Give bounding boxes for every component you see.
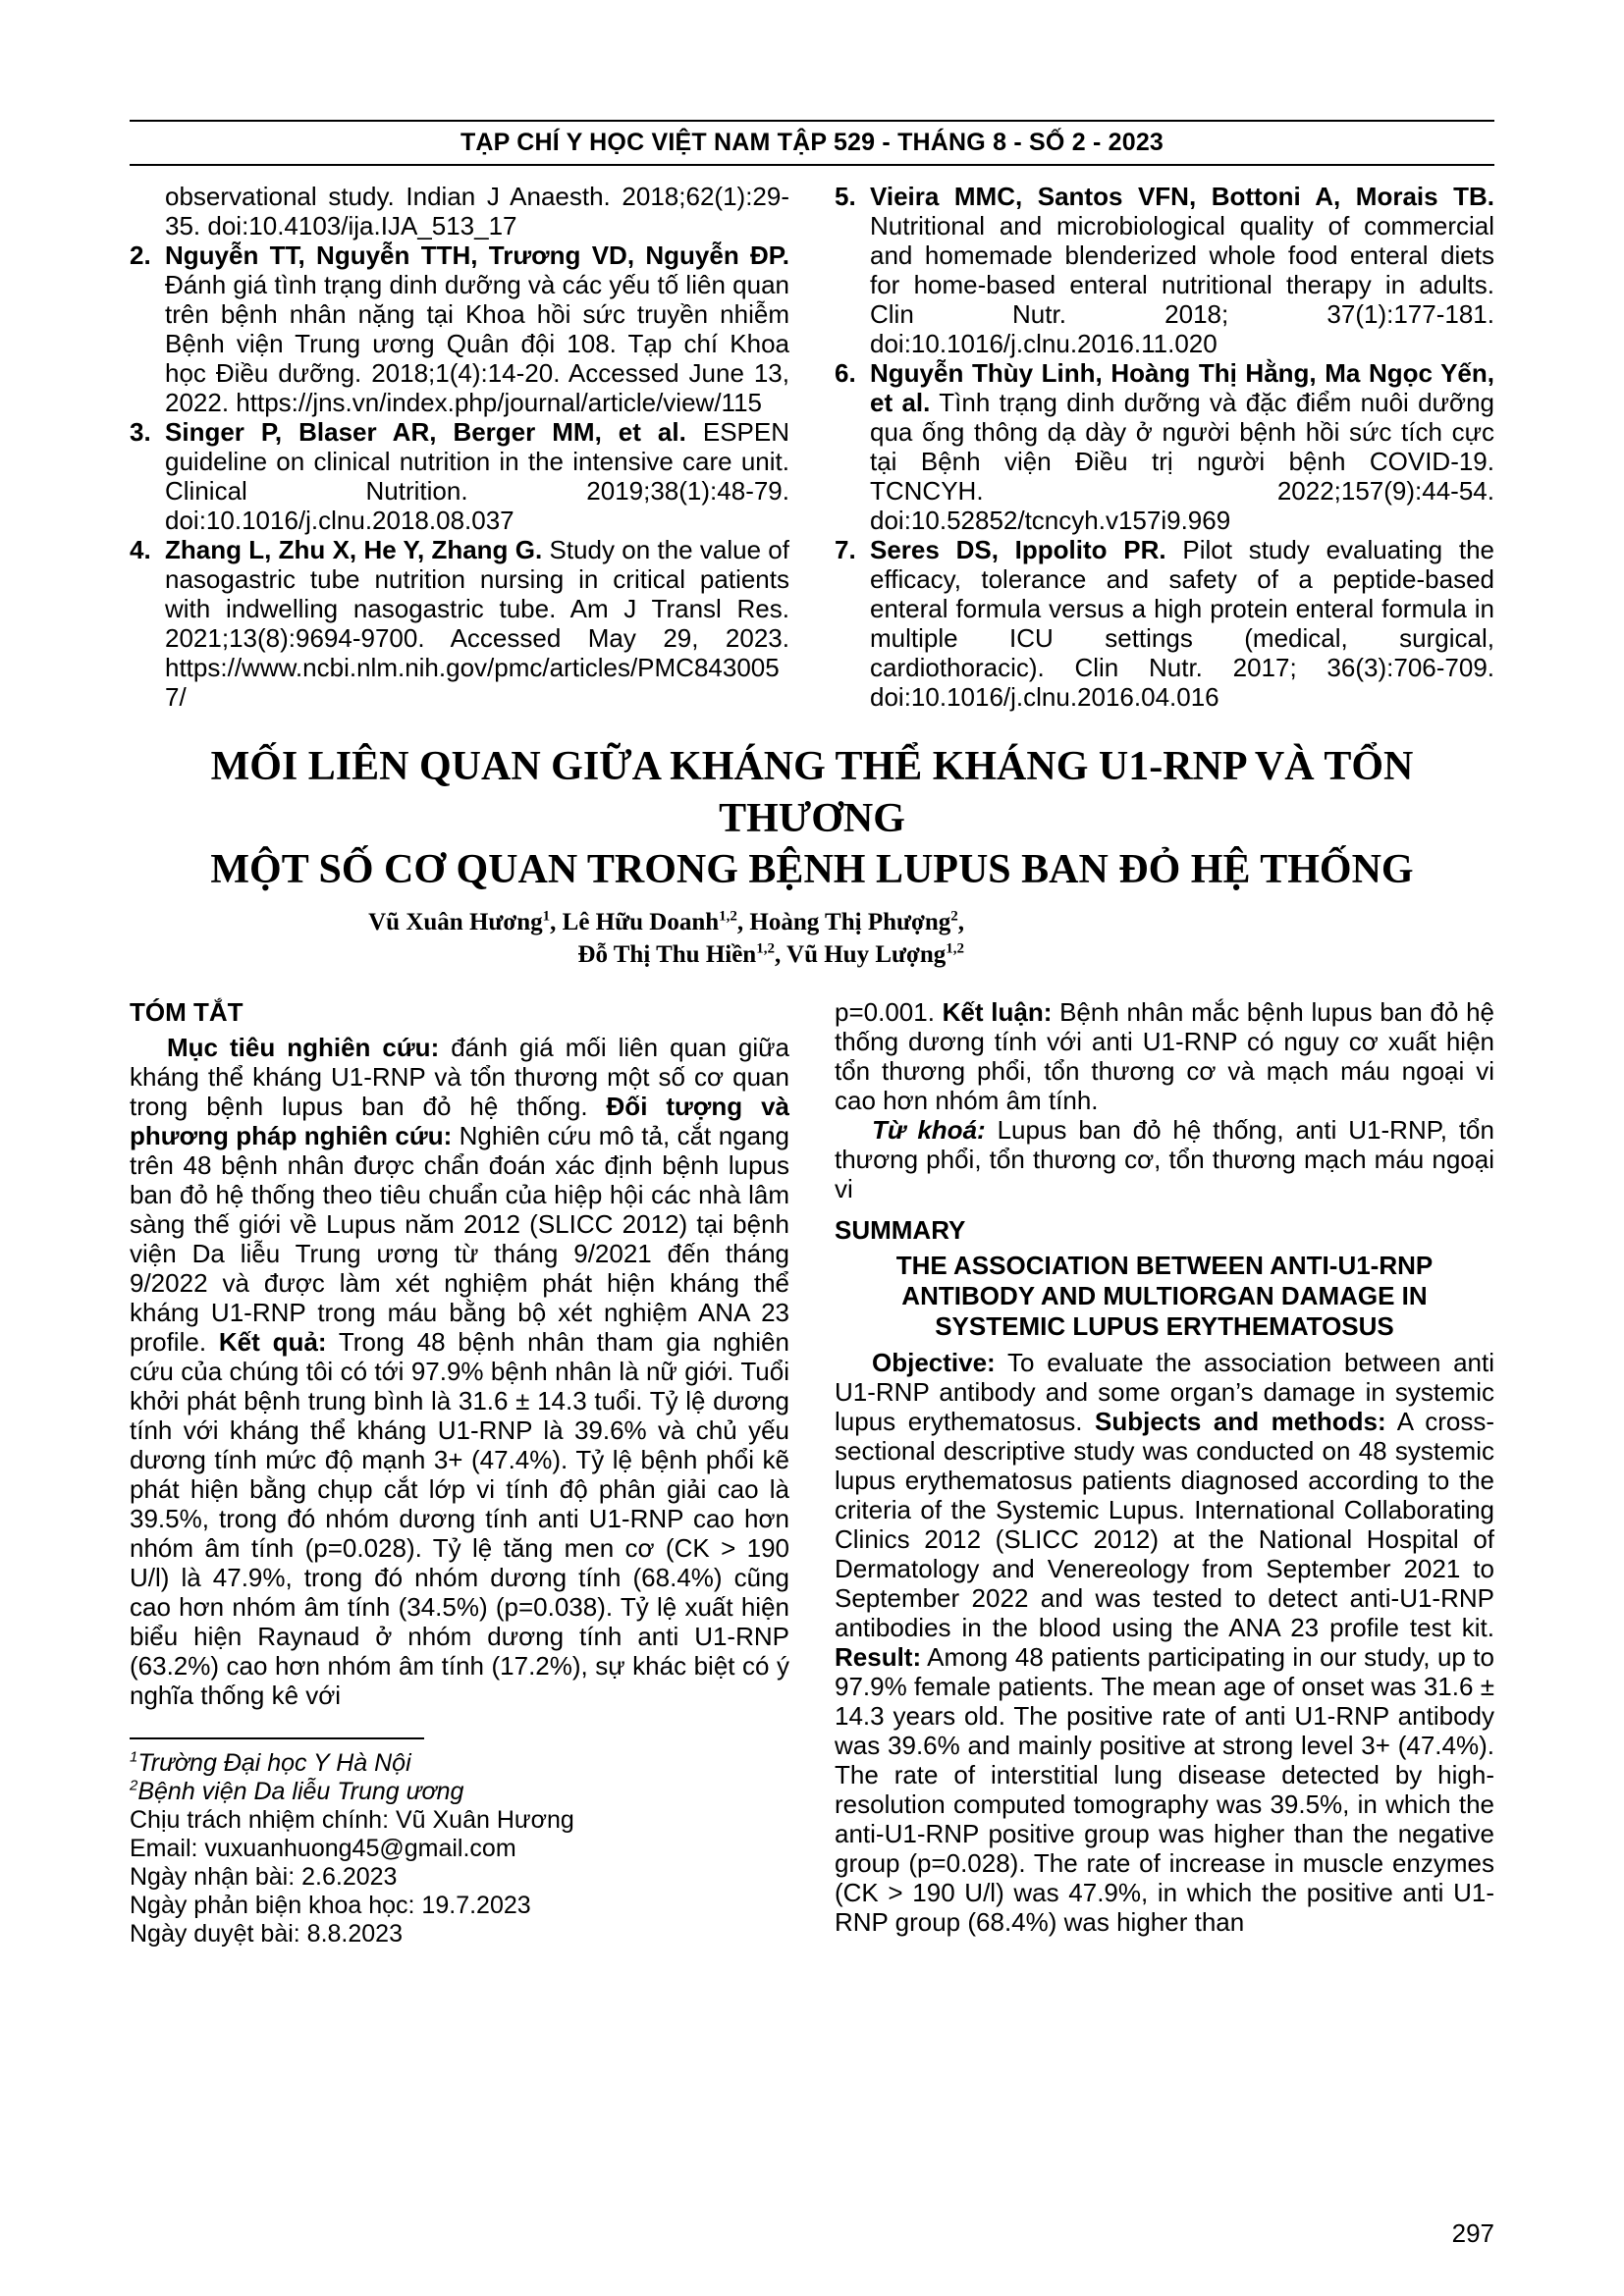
summary-heading: SUMMARY (835, 1215, 966, 1245)
footnote-line: Ngày duyệt bài: 8.8.2023 (130, 1920, 403, 1948)
footnote-block (130, 1737, 789, 1949)
author-line: Đỗ Thị Thu Hiền$^{1,2}$, Vũ Huy Lượng$^{1,2}$ (577, 940, 964, 969)
summary-title-line: SYSTEMIC LUPUS ERYTHEMATOSUS (935, 1311, 1394, 1341)
reference-item (835, 358, 1494, 535)
reference-text: Vieira MMC, Santos VFN, Bottoni A, Morais TB. Nutritional and microbiological quality of commercial and homemade blenderized whole food enteral diets for home-based enteral nutritional therapy in adults. Clin Nutr. 2018; 37(1):177-181. doi:10.1016/j.clnu.2016.11.020 (870, 182, 1494, 358)
reference-item (835, 535, 1494, 712)
journal-header (130, 120, 1494, 166)
article-body (130, 997, 1494, 1949)
references-right-column (835, 182, 1494, 712)
abstract-vi-continuation-paragraph: p=0.001. Kết luận: Bệnh nhân mắc bệnh lupus ban đỏ hệ thống dương tính với anti U1-RNP có nguy cơ xuất hiện tổn thương phổi, tổn thương cơ và mạch máu ngoại vi cao hơn nhóm âm tính. (835, 997, 1494, 1115)
reference-number: 7. (835, 535, 856, 564)
footnote-line: Ngày phản biện khoa học: 19.7.2023 (130, 1892, 531, 1919)
reference-text: Singer P, Blaser AR, Berger MM, et al. ESPEN guideline on clinical nutrition in the intensive care unit. Clinical Nutrition. 2019;38(1):48-79. doi:10.1016/j.clnu.2018.08.037 (165, 417, 789, 535)
reference-text: Seres DS, Ippolito PR. Pilot study evaluating the efficacy, tolerance and safety of a peptide-based enteral formula versus a high protein enteral formula in multiple ICU settings (medical, surgical, cardiothoracic). Clin Nutr. 2017; 36(3):706-709. doi:10.1016/j.clnu.2016.04.016 (870, 535, 1495, 712)
reference-item (130, 182, 789, 240)
references-left-column (130, 182, 789, 712)
article-title-line: MỘT SỐ CƠ QUAN TRONG BỆNH LUPUS BAN ĐỎ HỆ THỐNG (210, 847, 1414, 892)
reference-item (130, 417, 789, 535)
footnote-line: Ngày nhận bài: 2.6.2023 (130, 1863, 398, 1891)
reference-item (835, 182, 1494, 358)
body-left-column (130, 997, 789, 1949)
page-number: 297 (1451, 2218, 1494, 2248)
reference-number: 4. (130, 535, 151, 564)
footnote-line: $^2$Bệnh viện Da liễu Trung ương (130, 1777, 464, 1805)
body-right-column (835, 997, 1494, 1949)
article-title-line: MỐI LIÊN QUAN GIỮA KHÁNG THỂ KHÁNG U1-RNP VÀ TỔN THƯƠNG (210, 744, 1414, 841)
reference-number: 2. (130, 240, 151, 270)
references-section (130, 182, 1494, 712)
abstract-vi-paragraph: Mục tiêu nghiên cứu: đánh giá mối liên quan giữa kháng thể kháng U1-RNP và tổn thương một số cơ quan trong bệnh lupus ban đỏ hệ thống. Đối tượng và phương pháp nghiên cứu: Nghiên cứu mô tả, cắt ngang trên 48 bệnh nhân được chẩn đoán xác định bệnh lupus ban đỏ hệ thống theo tiêu chuẩn của hiệp hội các nhà lâm sàng thế giới về Lupus năm 2012 (SLICC 2012) tại bệnh viện Da liễu Trung ương từ tháng 9/2021 đến tháng 9/2022 và được làm xét nghiệm phát hiện kháng thể kháng U1-RNP trong máu bằng bộ xét nghiệm ANA 23 profile. Kết quả: Trong 48 bệnh nhân tham gia nghiên cứu của chúng tôi có tới 97.9% bệnh nhân là nữ giới. Tuổi khởi phát bệnh trung bình là 31.6 ± 14.3 tuổi. Tỷ lệ dương tính với kháng thể kháng U1-RNP là 39.6% và chủ yếu dương tính mức độ mạnh 3+ (47.4%). Tỷ lệ bệnh phổi kẽ phát hiện bằng chụp cắt lớp vi tính độ phân giải cao là 39.5%, trong đó nhóm dương tính anti U1-RNP cao hơn nhóm âm tính (p=0.028). Tỷ lệ tăng men cơ (CK > 190 U/l) là 47.9%, trong đó nhóm dương tính (68.4%) cũng cao hơn nhóm âm tính (34.5%) (p=0.038). Tỷ lệ xuất hiện biểu hiện Raynaud ở nhóm dương tính anti U1-RNP (63.2%) cao hơn nhóm âm tính (17.2%), sự khác biệt có ý nghĩa thống kê với (130, 1033, 790, 1710)
summary-title-line: THE ASSOCIATION BETWEEN ANTI-U1-RNP (895, 1251, 1434, 1280)
reference-text: observational study. Indian J Anaesth. 2018;62(1):29-35. doi:10.4103/ija.IJA_513_17 (165, 182, 789, 240)
reference-item (130, 240, 789, 417)
reference-item (130, 535, 789, 712)
article-authors (130, 906, 1494, 973)
keywords-paragraph: Từ khoá: Lupus ban đỏ hệ thống, anti U1-RNP, tổn thương phổi, tổn thương cơ, tổn thương mạch máu ngoại vi (835, 1115, 1494, 1203)
reference-number: 6. (835, 358, 856, 388)
tom-tat-heading: TÓM TẮT (130, 997, 244, 1027)
footnote-line: Email: vuxuanhuong45@gmail.com (130, 1835, 516, 1862)
author-line: Vũ Xuân Hương$^1$, Lê Hữu Doanh$^{1,2}$, Hoàng Thị Phượng$^2$, (368, 908, 964, 935)
article-title (130, 741, 1494, 896)
reference-text: Nguyễn TT, Nguyễn TTH, Trương VD, Nguyễn ĐP. Đánh giá tình trạng dinh dưỡng và các yếu tố liên quan trên bệnh nhân nặng tại Khoa hồi sức truyền nhiễm Bệnh viện Trung ương Quân đội 108. Tạp chí Khoa học Điều dưỡng. 2018;1(4):14-20. Accessed June 13, 2022. https://jns.vn/index.php/journal/article/view/115 (165, 240, 789, 417)
abstract-en-paragraph: Objective: To evaluate the association between anti U1-RNP antibody and some organ’s damage in systemic lupus erythematosus. Subjects and methods: A cross-sectional descriptive study was conducted on 48 systemic lupus erythematosus patients diagnosed according to the criteria of the Systemic Lupus. International Collaborating Clinics 2012 (SLICC 2012) at the National Hospital of Dermatology and Venereology from September 2021 to September 2022 and was tested to detect anti-U1-RNP antibodies in the blood using the ANA 23 profile test kit. Result: Among 48 patients participating in our study, up to 97.9% female patients. The mean age of onset was 31.6 ± 14.3 years old. The positive rate of anti U1-RNP antibody was 39.6% and mainly positive at strong level 3+ (47.4%). The rate of interstitial lung disease detected by high-resolution computed tomography was 39.5%, in which the anti-U1-RNP positive group was higher than the negative group (p=0.028). The rate of increase in muscle enzymes (CK > 190 U/l) was 47.9%, in which the positive anti U1-RNP group (68.4%) was higher than (835, 1348, 1494, 1937)
summary-title-line: ANTIBODY AND MULTIORGAN DAMAGE IN (901, 1281, 1428, 1310)
reference-number: 3. (130, 417, 151, 447)
footnote-line: $^1$Trường Đại học Y Hà Nội (130, 1748, 411, 1777)
journal-header-title: TẠP CHÍ Y HỌC VIỆT NAM TẬP 529 - THÁNG 8 - SỐ 2 - 2023 (460, 129, 1164, 156)
footnote-separator (130, 1737, 424, 1739)
footnote-line: Chịu trách nhiệm chính: Vũ Xuân Hương (130, 1806, 574, 1834)
reference-text: Zhang L, Zhu X, He Y, Zhang G. Study on the value of nasogastric tube nutrition nursing in critical patients with indwelling nasogastric tube. Am J Transl Res. 2021;13(8):9694-9700. Accessed May 29, 2023. https://www.ncbi.nlm.nih.gov/pmc/articles/PMC8430057/ (165, 535, 789, 712)
reference-text: Nguyễn Thùy Linh, Hoàng Thị Hằng, Ma Ngọc Yến, et al. Tình trạng dinh dưỡng và đặc điểm nuôi dưỡng qua ống thông dạ dày ở người bệnh hồi sức tích cực tại Bệnh viện Điều trị người bệnh COVID-19. TCNCYH. 2022;157(9):44-54. doi:10.52852/tcncyh.v157i9.969 (870, 358, 1495, 535)
summary-title (835, 1251, 1494, 1342)
reference-number: 5. (835, 182, 856, 211)
